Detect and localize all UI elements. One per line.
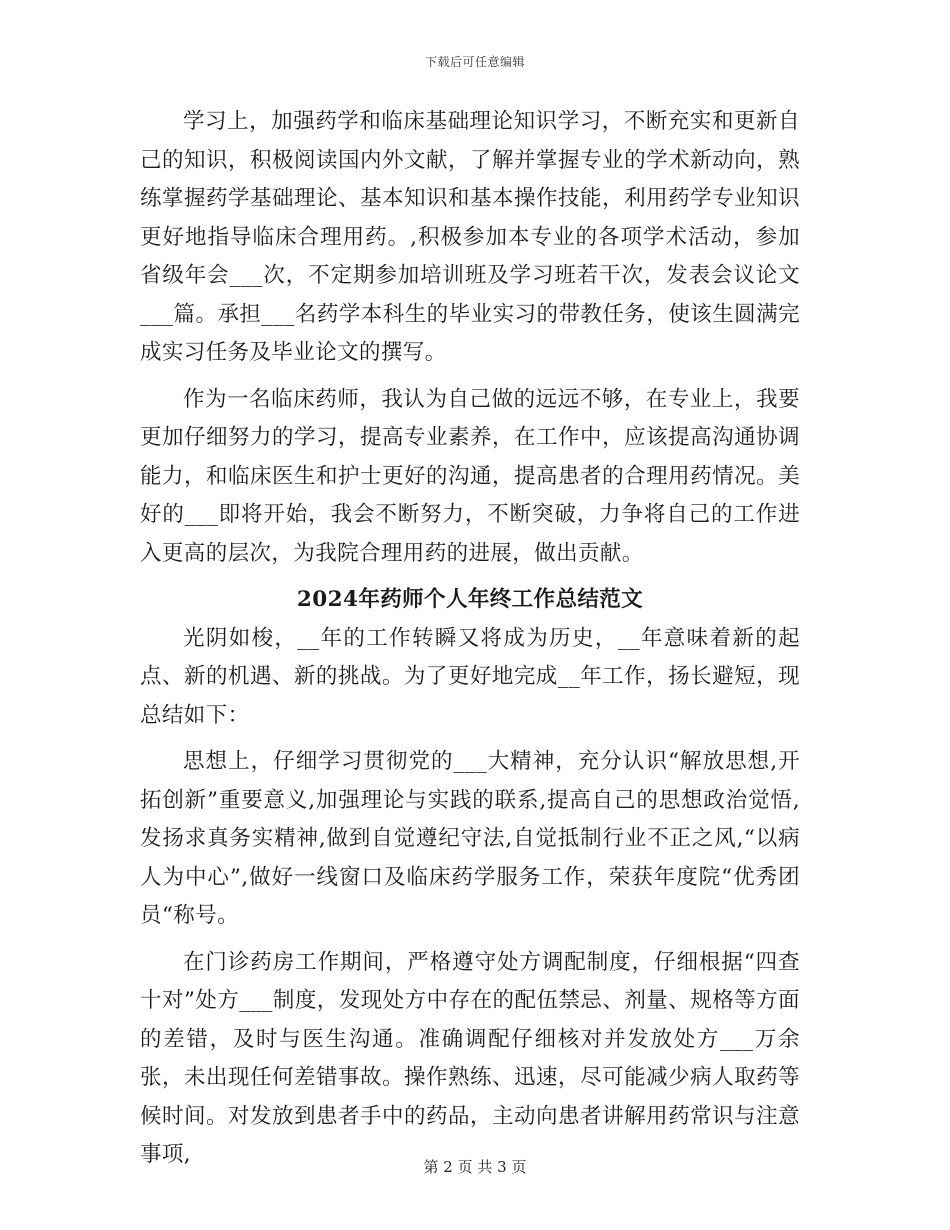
paragraph-ideology: 思想上，仔细学习贯彻党的___大精神，充分认识“解放思想,开拓创新”重要意义,加强理论与实践的联系,提高自己的思想政治觉悟,发扬求真务实精神,做到自觉遵纪守法,自觉抵制行业不正之风,“以病人为中心”,做好一线窗口及临床药学服务工作，荣获年度院“优秀团员“称号。 — [140, 749, 801, 928]
paragraph-pharmacy-work: 在门诊药房工作期间，严格遵守处方调配制度，仔细根据“四查十对”处方___制度，发现处方中存在的配伍禁忌、剂量、规格等方面的差错，及时与医生沟通。准确调配仔细核对并发放处方___万余张，未出现任何差错事故。操作熟练、迅速，尽可能减少病人取药等候时间。对发放到患者手中的药品，主动向患者讲解用药常识与注意事项, — [140, 949, 800, 1167]
document-body — [140, 103, 800, 1183]
download-edit-note: 下载后可任意编辑 — [424, 55, 525, 69]
page-number: 第 2 页 共 3 页 — [423, 1158, 527, 1176]
paragraph-intro: 光阴如梭，__年的工作转瞬又将成为历史，__年意味着新的起点、新的机遇、新的挑战。为了更好地完成__年工作，扬长避短，现总结如下： — [140, 625, 800, 728]
paragraph-reflection: 作为一名临床药师，我认为自己做的远远不够，在专业上，我要更加仔细努力的学习，提高专业素养，在工作中，应该提高沟通协调能力，和临床医生和护士更好的沟通，提高患者的合理用药情况。美好的___即将开始，我会不断努力，不断突破，力争将自己的工作进入更高的层次，为我院合理用药的进展，做出贡献。 — [140, 386, 800, 566]
section-title: 2024年药师个人年终工作总结范文 — [296, 587, 644, 612]
paragraph-study: 学习上，加强药学和临床基础理论知识学习，不断充实和更新自己的知识，积极阅读国内外文献，了解并掌握专业的学术新动向，熟练掌握药学基础理论、基本知识和基本操作技能，利用药学专业知识更好地指导临床合理用药。,积极参加本专业的各项学术活动，参加省级年会___次，不定期参加培训班及学习班若干次，发表会议论文___篇。承担___名药学本科生的毕业实习的带教任务，使该生圆满完成实习任务及毕业论文的撰写。 — [140, 109, 800, 365]
